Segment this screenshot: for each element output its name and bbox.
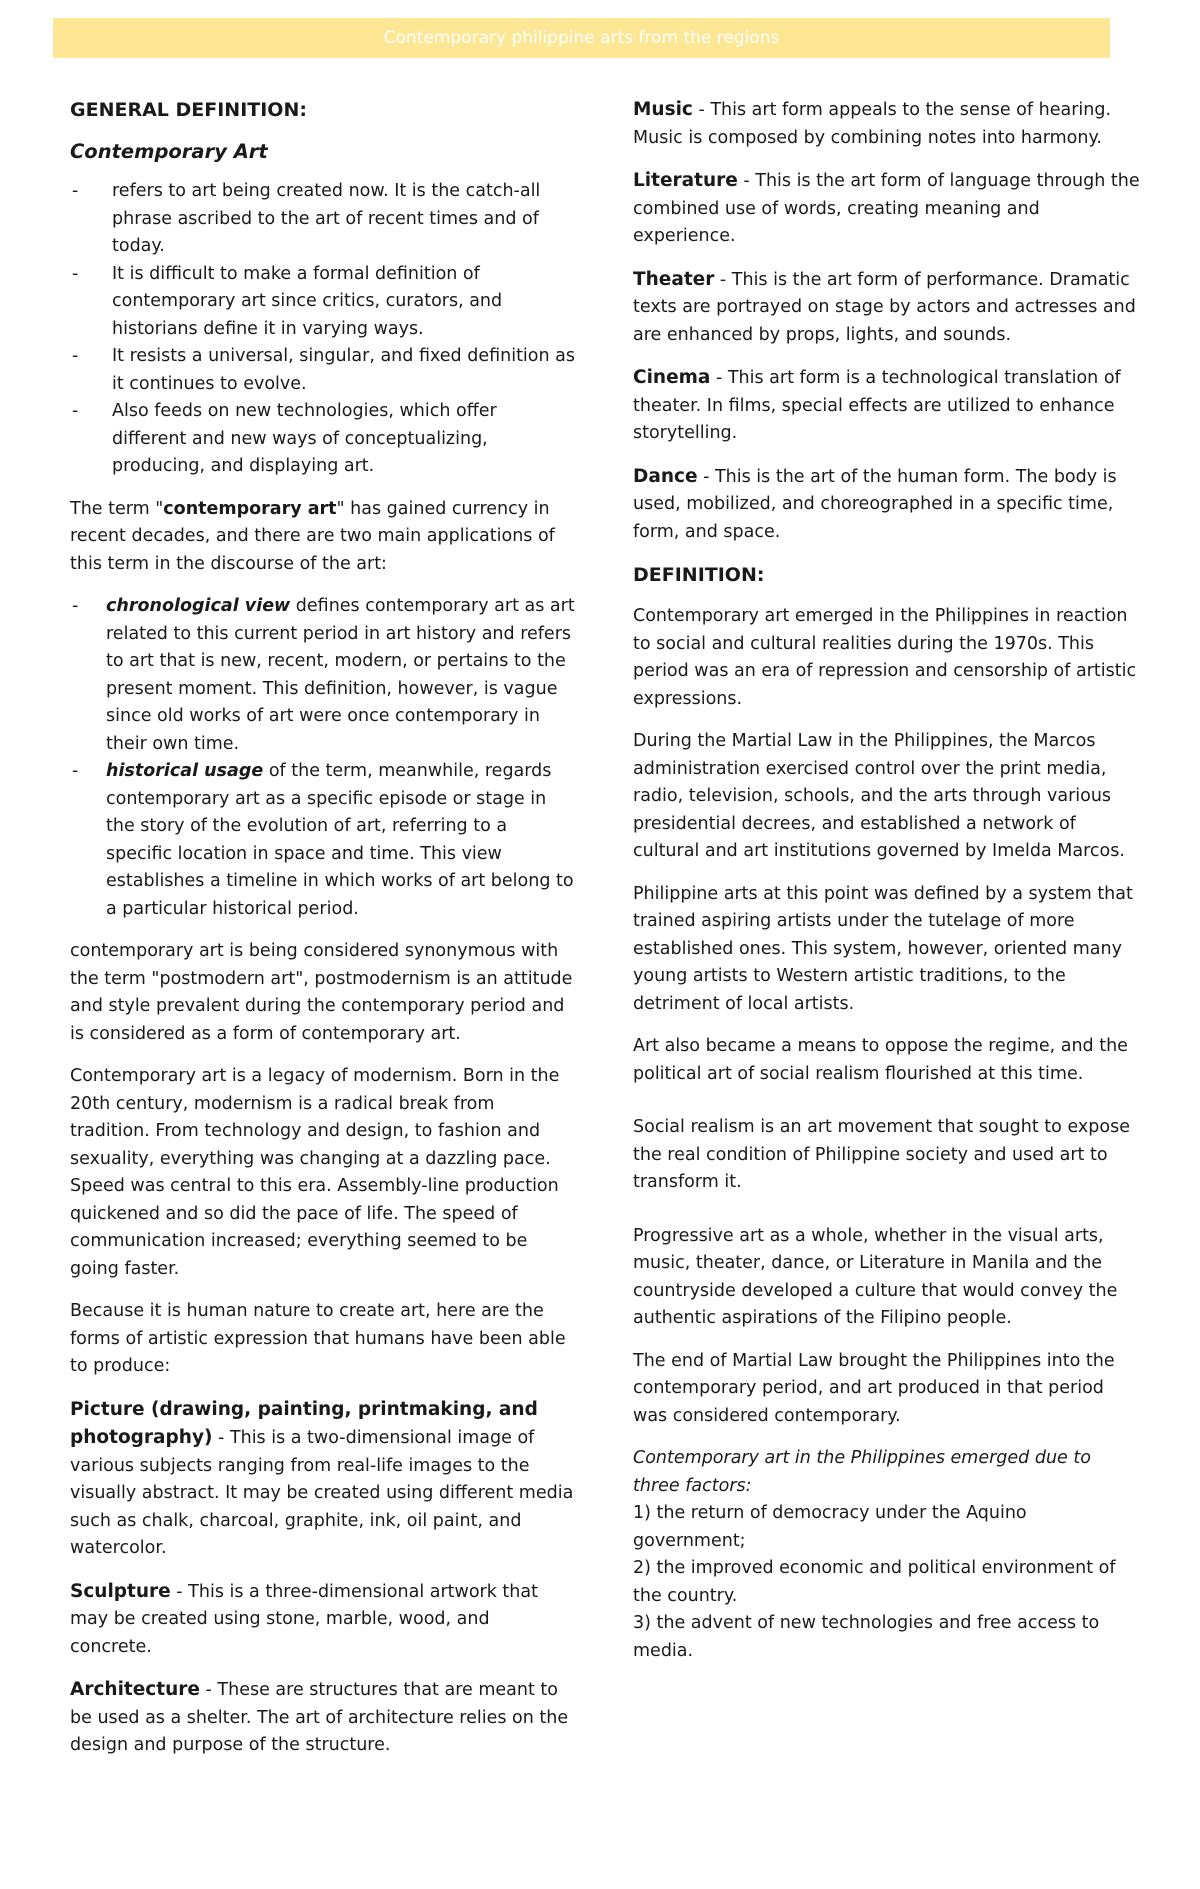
art-form-term: Theater	[633, 268, 715, 290]
art-form-item: Dance - This is the art of the human form. The body is used, mobilized, and choreographed in a specific time, form, and space.	[633, 465, 1117, 542]
progressive-art-paragraph: Progressive art as a whole, whether in the visual arts, music, theater, dance, or Literature in Manila and the countryside developed a culture that would convey the authentic aspirations of the Filipino people.	[633, 1225, 1118, 1328]
art-form-term: Picture (drawing, painting, printmaking, and photography)	[70, 1398, 538, 1448]
art-form-term: Cinema	[633, 367, 711, 388]
general-definition-heading: GENERAL DEFINITION:	[70, 99, 307, 121]
list-item: - Also feeds on new technologies, which offer different and new ways of conceptualizing, producing, and displaying art.	[70, 398, 575, 481]
factor-item: 1) the return of democracy under the Aquino government;	[633, 1503, 1027, 1551]
factors-intro: Contemporary art in the Philippines emerged due to three factors:	[633, 1448, 1091, 1496]
list-item: - historical usage of the term, meanwhile, regards contemporary art as a specific episode or stage in the story of the evolution of art, referring to a specific location in space and time. This view establishes a timeline in which works of art belong to a particular historical period.	[70, 758, 575, 923]
art-form-term: Dance	[633, 465, 698, 487]
history-paragraph: Contemporary art emerged in the Philippines in reaction to social and cultural realities during the 1970s. This period was an era of repression and censorship of artistic expressions.	[633, 606, 1137, 709]
definition-heading: DEFINITION:	[633, 564, 765, 586]
postmodern-paragraph: contemporary art is being considered synonymous with the term "postmodern art", postmodernism is an attitude and style prevalent during the contemporary period and is considered as a form of contemporary art.	[70, 941, 573, 1044]
right-column	[633, 96, 1143, 1665]
factor-item: 3) the advent of new technologies and free access to media.	[633, 1613, 1100, 1661]
art-form-item: Architecture - These are structures that are meant to be used as a shelter. The art of architecture relies on the design and purpose of the structure.	[70, 1679, 569, 1755]
dash-bullet-icon: -	[72, 401, 79, 421]
left-column	[70, 96, 575, 1775]
art-form-item: Picture (drawing, painting, printmaking, and photography) - This is a two-dimensional image of various subjects ranging from real-life images to the visually abstract. It may be created using different media such as chalk, charcoal, graphite, ink, oil paint, and watercolor.	[70, 1398, 574, 1558]
usage-bullet-list	[70, 593, 575, 923]
modernism-paragraph: Contemporary art is a legacy of modernism. Born in the 20th century, modernism is a radical break from tradition. From technology and design, to fashion and sexuality, everything was changing at a dazzling pace. Speed was central to this era. Assembly-line production quickened and so did the pace of life. The speed of communication increased; everything seemed to be going faster.	[70, 1066, 560, 1279]
art-form-item: Music - This art form appeals to the sense of hearing. Music is composed by combining notes into harmony.	[633, 99, 1112, 148]
dash-bullet-icon: -	[72, 596, 79, 616]
dash-bullet-icon: -	[72, 761, 79, 781]
history-paragraph: Philippine arts at this point was defined by a system that trained aspiring artists under the tutelage of more established ones. This system, however, oriented many young artists to Western artistic traditions, to the detriment of local artists.	[633, 883, 1133, 1014]
art-form-term: Sculpture	[70, 1580, 171, 1602]
usage-term: historical usage	[106, 761, 264, 781]
art-form-term: Music	[633, 99, 693, 120]
usage-term: chronological view	[106, 596, 291, 616]
forms-intro-paragraph: Because it is human nature to create art, here are the forms of artistic expression that humans have been able to produce:	[70, 1301, 566, 1376]
history-paragraph: Art also became a means to oppose the regime, and the political art of social realism flourished at this time.	[633, 1036, 1128, 1084]
dash-bullet-icon: -	[72, 181, 79, 201]
history-paragraph: During the Martial Law in the Philippines, the Marcos administration exercised control over the print media, radio, television, schools, and the arts through various presidential decrees, and established a network of cultural and art institutions governed by Imelda Marcos.	[633, 731, 1125, 861]
list-item: - refers to art being created now. It is the catch-all phrase ascribed to the art of recent times and of today.	[70, 178, 575, 261]
factors-block	[633, 1445, 1143, 1665]
list-item: - It resists a universal, singular, and fixed definition as it continues to evolve.	[70, 343, 575, 398]
term-highlight: contemporary art	[163, 498, 337, 519]
factor-item: 2) the improved economic and political environment of the country.	[633, 1558, 1116, 1606]
art-form-item: Literature - This is the art form of language through the combined use of words, creating meaning and experience.	[633, 170, 1140, 246]
list-item: - chronological view defines contemporary art as art related to this current period in art history and refers to art that is new, recent, modern, or pertains to the present moment. This definition, however, is vague since old works of art were once contemporary in their own time.	[70, 593, 575, 758]
contemporary-art-subheading: Contemporary Art	[70, 140, 268, 163]
dash-bullet-icon: -	[72, 263, 79, 284]
art-form-item: Theater - This is the art form of performance. Dramatic texts are portrayed on stage by actors and actresses and are enhanced by props, lights, and sounds.	[633, 268, 1136, 345]
definition-bullet-list	[70, 178, 575, 481]
art-form-item: Cinema - This art form is a technological translation of theater. In films, special effects are utilized to enhance storytelling.	[633, 367, 1121, 443]
art-form-term: Architecture	[70, 1679, 200, 1700]
title-banner	[53, 18, 1110, 58]
art-form-term: Literature	[633, 170, 738, 191]
social-realism-paragraph: Social realism is an art movement that sought to expose the real condition of Philippine society and used art to transform it.	[633, 1117, 1130, 1192]
art-form-item: Sculpture - This is a three-dimensional artwork that may be created using stone, marble, wood, and concrete.	[70, 1580, 538, 1657]
document-title: Contemporary philippine arts from the regions	[383, 28, 780, 48]
term-intro-paragraph: The term "contemporary art" has gained currency in recent decades, and there are two main applications of this term in the discourse of the art:	[70, 498, 555, 574]
end-martial-law-paragraph: The end of Martial Law brought the Philippines into the contemporary period, and art produced in that period was considered contemporary.	[633, 1350, 1115, 1426]
list-item: - It is difficult to make a formal definition of contemporary art since critics, curators, and historians define it in varying ways.	[70, 261, 575, 344]
dash-bullet-icon: -	[72, 346, 79, 366]
